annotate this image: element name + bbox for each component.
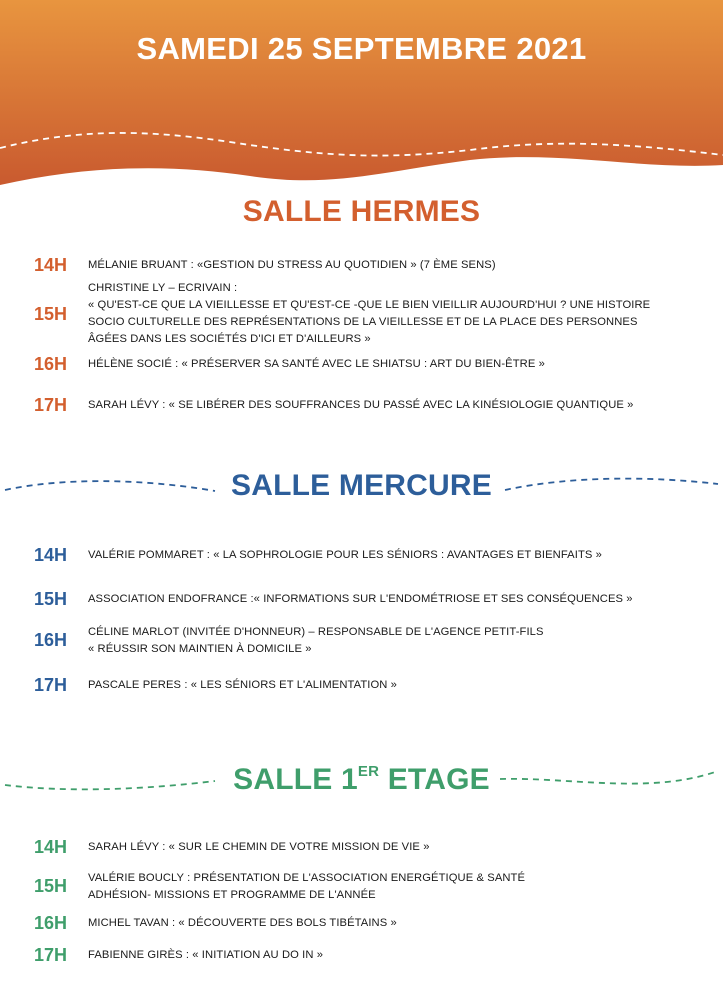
session-text <box>88 356 688 373</box>
session-time: 14H <box>34 255 68 275</box>
session-line: SARAH LÉVY : « SE LIBÉRER DES SOUFFRANCES DU PASSÉ AVEC LA KINÉSIOLOGIE QUANTIQUE » <box>88 399 634 411</box>
session-line: VALÉRIE BOUCLY : PRÉSENTATION DE L'ASSOCIATION ENERGÉTIQUE & SANTÉ <box>88 872 526 884</box>
session-line: ADHÉSION- MISSIONS ET PROGRAMME DE L'ANNÉE <box>88 889 376 901</box>
session-time: 14H <box>34 545 68 565</box>
session-text <box>88 915 688 932</box>
session-line: FABIENNE GIRÈS : « INITIATION AU DO IN » <box>88 949 324 961</box>
session-line: CÉLINE MARLOT (INVITÉE D'HONNEUR) – RESPONSABLE DE L'AGENCE PETIT-FILS <box>88 626 544 638</box>
session-text <box>88 547 688 564</box>
session-time: 15H <box>34 589 68 609</box>
session-text <box>88 870 688 904</box>
session-text <box>88 839 688 856</box>
session-line: HÉLÈNE SOCIÉ : « PRÉSERVER SA SANTÉ AVEC LE SHIATSU : ART DU BIEN-ÊTRE » <box>88 358 545 370</box>
session-time: 17H <box>34 395 68 415</box>
session-time: 16H <box>34 354 68 374</box>
session-text <box>88 947 688 964</box>
room-title-hermes: SALLE HERMES <box>242 195 481 228</box>
session-line: VALÉRIE POMMARET : « LA SOPHROLOGIE POUR LES SÉNIORS : AVANTAGES ET BIENFAITS » <box>88 549 602 561</box>
session-line: ÂGÉES DANS LES SOCIÉTÉS D'ICI ET D'AILLEURS » <box>88 333 371 345</box>
session-text <box>88 677 688 694</box>
session-time: 15H <box>34 304 68 324</box>
session-text <box>88 591 688 608</box>
session-time: 15H <box>34 876 68 896</box>
session-line: MICHEL TAVAN : « DÉCOUVERTE DES BOLS TIBÉTAINS » <box>88 917 397 929</box>
session-text <box>88 624 688 658</box>
session-time: 14H <box>34 837 68 857</box>
session-line: « RÉUSSIR SON MAINTIEN À DOMICILE » <box>88 643 312 655</box>
page-title: SAMEDI 25 SEPTEMBRE 2021 <box>136 31 587 66</box>
session-text <box>88 280 688 348</box>
session-line: CHRISTINE LY – ECRIVAIN : <box>88 282 238 294</box>
session-text <box>88 257 688 274</box>
session-line: SARAH LÉVY : « SUR LE CHEMIN DE VOTRE MISSION DE VIE » <box>88 841 430 853</box>
session-text <box>88 397 688 414</box>
session-line: ASSOCIATION ENDOFRANCE :« INFORMATIONS SUR L'ENDOMÉTRIOSE ET SES CONSÉQUENCES » <box>88 593 633 605</box>
session-line: SOCIO CULTURELLE DES REPRÉSENTATIONS DE LA VIEILLESSE ET DE LA PLACE DES PERSONNES <box>88 316 638 328</box>
room-title-end: ETAGE <box>379 763 490 796</box>
session-time: 17H <box>34 675 68 695</box>
room-title-mercure: SALLE MERCURE <box>231 469 492 502</box>
session-time: 16H <box>34 630 68 650</box>
session-line: MÉLANIE BRUANT : «GESTION DU STRESS AU QUOTIDIEN » (7 ÈME SENS) <box>88 259 496 271</box>
session-time: 16H <box>34 913 68 933</box>
session-line: « QU'EST-CE QUE LA VIEILLESSE ET QU'EST-CE -QUE LE BIEN VIEILLIR AUJOURD'HUI ? UNE HISTOIRE <box>88 299 651 311</box>
room-title-main: SALLE 1 <box>233 763 358 796</box>
header-background <box>0 0 723 200</box>
room-title-superscript: ER <box>357 763 380 780</box>
session-line: PASCALE PERES : « LES SÉNIORS ET L'ALIMENTATION » <box>88 679 397 691</box>
session-time: 17H <box>34 945 68 965</box>
header-banner <box>0 0 723 200</box>
room-title-etage <box>0 763 723 797</box>
